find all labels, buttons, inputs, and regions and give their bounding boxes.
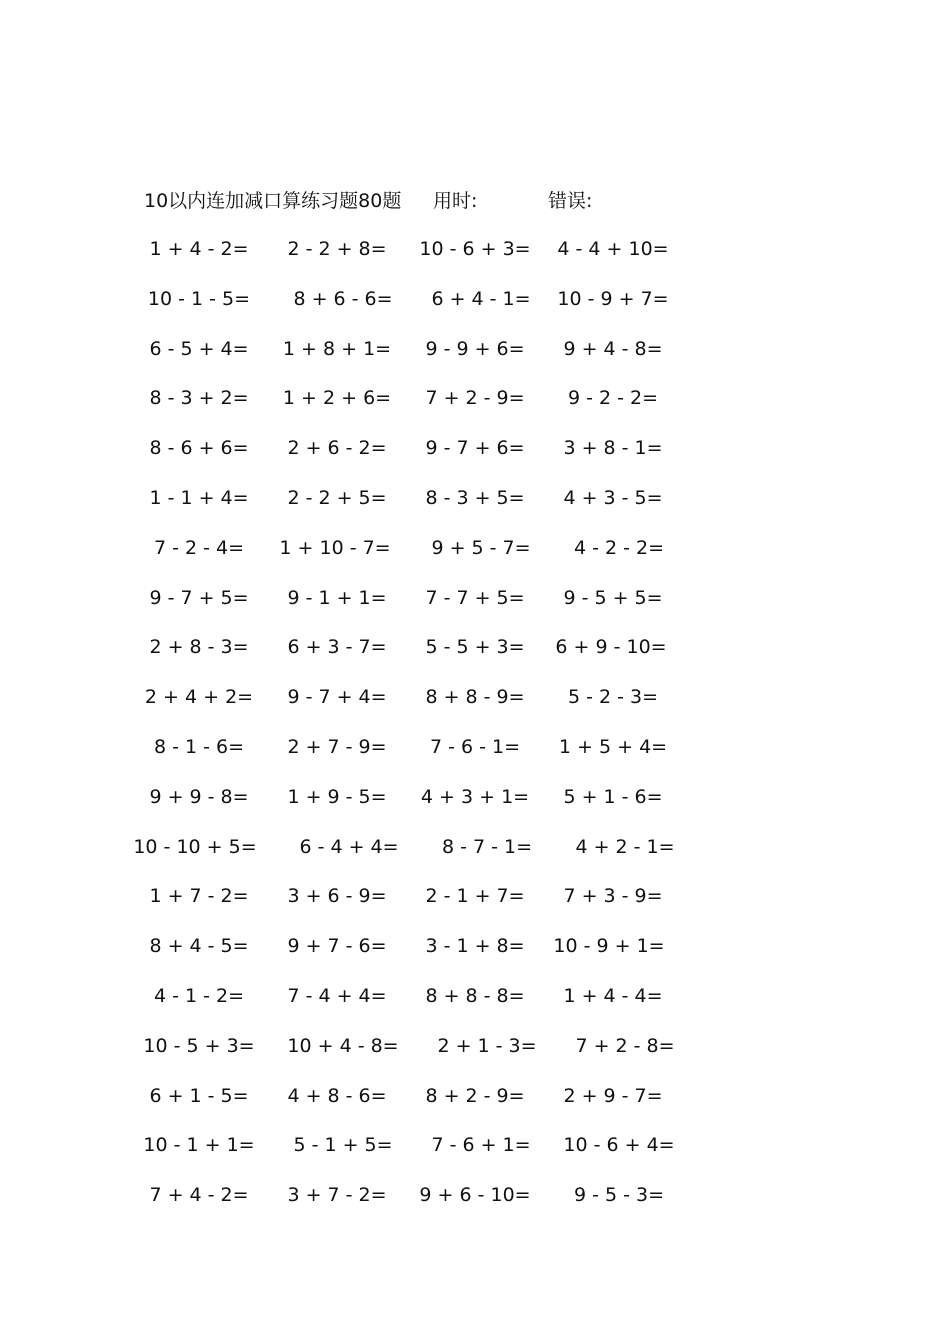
problem-item: 1 + 10 - 7= [279, 536, 391, 559]
problem-row [130, 734, 690, 784]
problem-item: 2 - 2 + 5= [287, 486, 387, 509]
problem-item: 6 + 4 - 1= [431, 287, 531, 310]
problem-row [130, 834, 690, 884]
problem-item: 2 + 4 + 2= [144, 686, 254, 709]
problem-item: 6 - 4 + 4= [299, 835, 399, 858]
problem-item: 9 - 5 + 5= [563, 586, 663, 609]
problem-item: 3 + 8 - 1= [563, 437, 663, 460]
problem-item: 5 + 1 - 6= [563, 785, 663, 808]
problem-item: 9 - 1 + 1= [287, 586, 387, 609]
problem-item: 4 + 3 - 5= [563, 486, 663, 509]
problem-item: 7 - 7 + 5= [425, 586, 525, 609]
problem-row [130, 585, 690, 635]
problem-item: 1 - 1 + 4= [149, 486, 249, 509]
problem-item: 8 - 7 - 1= [441, 835, 533, 858]
problem-row [130, 336, 690, 386]
problem-row [130, 1182, 690, 1232]
problem-item: 9 + 5 - 7= [431, 536, 531, 559]
problem-row [130, 1033, 690, 1083]
problem-item: 8 - 3 + 5= [425, 486, 525, 509]
problem-item: 7 + 2 - 8= [575, 1034, 675, 1057]
problem-item: 6 + 9 - 10= [555, 636, 667, 659]
problem-item: 10 - 6 + 4= [563, 1134, 675, 1157]
problem-item: 9 - 9 + 6= [425, 337, 525, 360]
problem-row [130, 535, 690, 585]
problem-item: 6 - 5 + 4= [149, 337, 249, 360]
problem-row [130, 236, 690, 286]
problem-item: 8 + 8 - 9= [425, 686, 525, 709]
problem-item: 7 - 6 - 1= [429, 735, 521, 758]
problem-item: 4 + 2 - 1= [575, 835, 675, 858]
problem-item: 7 - 2 - 4= [153, 536, 245, 559]
problem-item: 4 - 4 + 10= [557, 238, 669, 260]
problem-item: 6 + 1 - 5= [149, 1084, 249, 1107]
problem-item: 2 + 7 - 9= [287, 735, 387, 758]
problem-item: 2 - 1 + 7= [425, 885, 525, 908]
problem-row [130, 1132, 690, 1182]
problem-item: 1 + 9 - 5= [287, 785, 387, 808]
problem-item: 6 + 3 - 7= [287, 636, 387, 659]
problem-item: 10 - 9 + 7= [557, 287, 669, 310]
problem-row [130, 1083, 690, 1133]
problem-row [130, 983, 690, 1033]
problem-item: 9 - 7 + 4= [287, 686, 387, 709]
problem-item: 9 - 7 + 5= [149, 586, 249, 609]
problem-item: 8 + 4 - 5= [149, 935, 249, 958]
problem-item: 8 - 3 + 2= [149, 387, 249, 410]
problem-item: 2 + 6 - 2= [287, 437, 387, 460]
problem-item: 1 + 7 - 2= [149, 885, 249, 908]
problem-row [130, 286, 690, 336]
problem-row [130, 883, 690, 933]
problem-item: 4 + 3 + 1= [420, 785, 530, 808]
problem-item: 2 + 1 - 3= [437, 1034, 537, 1057]
problem-item: 8 - 6 + 6= [149, 437, 249, 460]
problem-item: 2 - 2 + 8= [287, 238, 387, 260]
problem-row [130, 485, 690, 535]
problem-item: 9 + 9 - 8= [149, 785, 249, 808]
problem-item: 5 - 1 + 5= [293, 1134, 393, 1157]
problem-item: 7 - 4 + 4= [287, 984, 387, 1007]
problem-item: 7 + 2 - 9= [425, 387, 525, 410]
problem-item: 10 - 6 + 3= [419, 238, 531, 260]
problem-item: 9 - 7 + 6= [425, 437, 525, 460]
problem-item: 2 + 9 - 7= [563, 1084, 663, 1107]
error-label: 错误: [548, 190, 593, 212]
problem-item: 9 + 4 - 8= [563, 337, 663, 360]
problem-item: 10 + 4 - 8= [287, 1034, 399, 1057]
problem-item: 10 - 10 + 5= [133, 835, 257, 858]
problem-item: 7 - 6 + 1= [431, 1134, 531, 1157]
problem-item: 4 + 8 - 6= [287, 1084, 387, 1107]
problem-item: 10 - 1 + 1= [143, 1134, 255, 1157]
problem-item: 1 + 4 - 2= [149, 238, 249, 260]
time-label: 用时: [433, 190, 478, 212]
problem-item: 8 + 6 - 6= [293, 287, 393, 310]
problem-row [130, 784, 690, 834]
problem-item: 1 + 5 + 4= [558, 735, 668, 758]
problem-item: 9 + 7 - 6= [287, 935, 387, 958]
problem-item: 1 + 4 - 4= [563, 984, 663, 1007]
problem-item: 9 - 5 - 3= [573, 1184, 665, 1207]
problem-item: 2 + 8 - 3= [149, 636, 249, 659]
problem-item: 7 + 4 - 2= [149, 1184, 249, 1207]
problem-item: 9 - 2 - 2= [567, 387, 659, 410]
problem-item: 8 + 8 - 8= [425, 984, 525, 1007]
problem-item: 10 - 1 - 5= [147, 287, 251, 310]
problem-item: 8 - 1 - 6= [153, 735, 245, 758]
problem-item: 9 + 6 - 10= [419, 1184, 531, 1207]
problem-item: 4 - 2 - 2= [573, 536, 665, 559]
problem-item: 3 + 7 - 2= [287, 1184, 387, 1207]
worksheet-title: 10以内连加减口算练习题80题 [144, 190, 402, 212]
problem-row [130, 385, 690, 435]
problem-item: 5 - 5 + 3= [425, 636, 525, 659]
problem-item: 1 + 2 + 6= [282, 387, 392, 410]
problem-row [130, 933, 690, 983]
problem-grid [130, 236, 690, 1232]
problem-item: 10 - 5 + 3= [143, 1034, 255, 1057]
problem-item: 1 + 8 + 1= [282, 337, 392, 360]
problem-item: 4 - 1 - 2= [153, 984, 245, 1007]
problem-row [130, 634, 690, 684]
problem-item: 10 - 9 + 1= [553, 935, 665, 958]
problem-item: 7 + 3 - 9= [563, 885, 663, 908]
problem-row [130, 684, 690, 734]
problem-item: 5 - 2 - 3= [567, 686, 659, 709]
problem-item: 8 + 2 - 9= [425, 1084, 525, 1107]
problem-item: 3 - 1 + 8= [425, 935, 525, 958]
problem-row [130, 435, 690, 485]
problem-item: 3 + 6 - 9= [287, 885, 387, 908]
